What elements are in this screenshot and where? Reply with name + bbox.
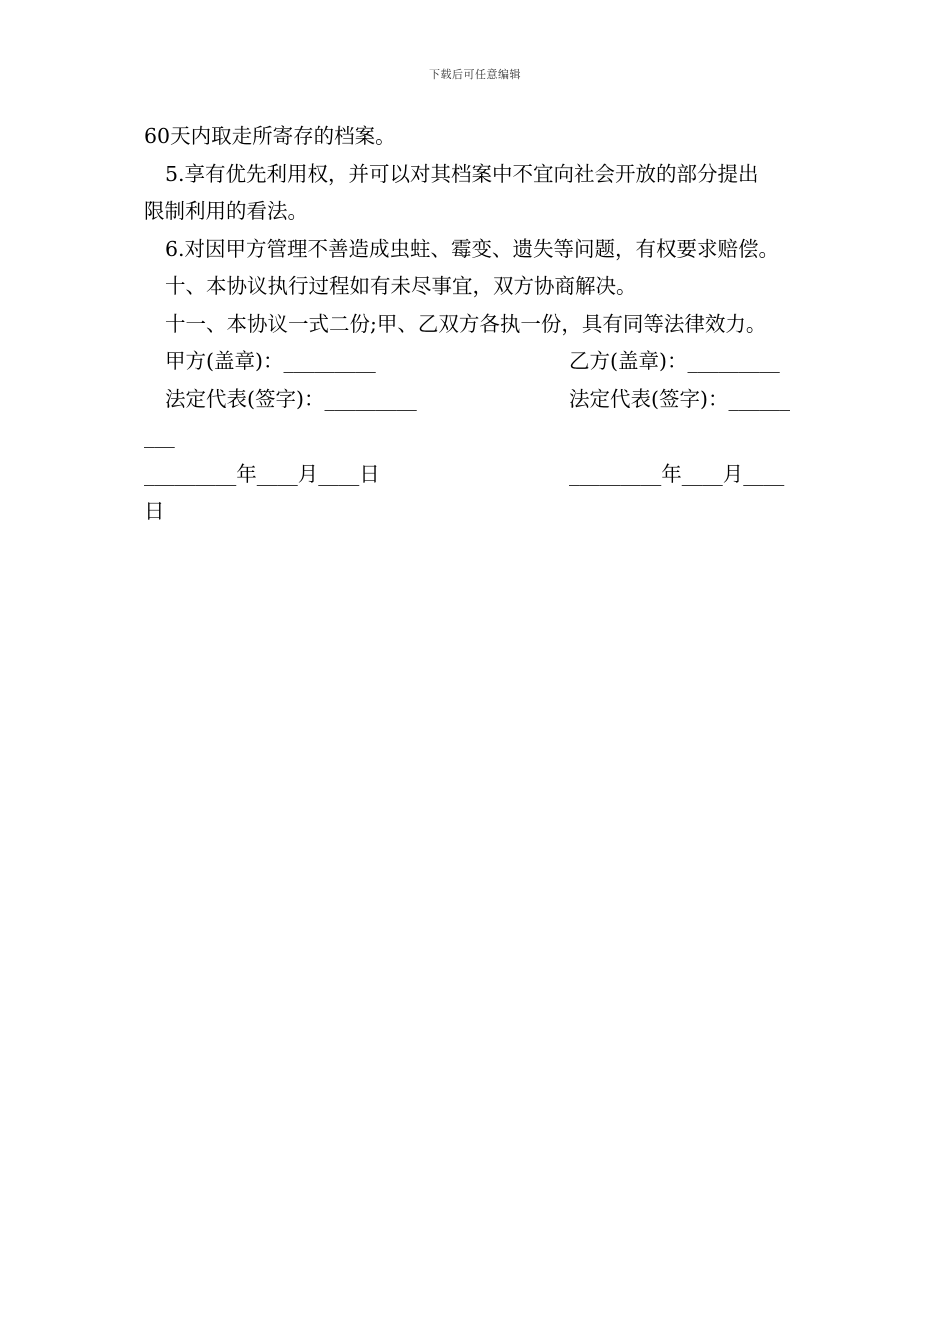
signature-row-date: [144, 456, 824, 494]
paragraph-line: 十一、本协议一式二份;甲、乙双方各执一份，具有同等法律效力。: [165, 311, 767, 336]
party-b-representative-field: 法定代表(签字)：______: [569, 386, 790, 411]
party-b-seal-field: 乙方(盖章)：_________: [569, 349, 780, 373]
party-b-date-field: _________年____月____: [569, 461, 785, 486]
party-a-seal-field: 甲方(盖章)：_________: [165, 349, 376, 373]
signature-row-representative: [144, 381, 824, 419]
page-header: 下载后可任意编辑: [429, 68, 521, 81]
paragraph-line: 6.对因甲方管理不善造成虫蛀、霉变、遗失等问题，有权要求赔偿。: [165, 236, 780, 261]
party-b-date-wrap: 日: [144, 499, 165, 523]
paragraph-line: 60天内取走所寄存的档案。: [144, 124, 396, 148]
paragraph-line: 5.享有优先利用权，并可以对其档案中不宜向社会开放的部分提出: [165, 161, 759, 186]
party-a-representative-field: 法定代表(签字)：_________: [165, 386, 417, 411]
party-b-representative-wrap: ___: [144, 424, 175, 448]
paragraph-line: 十、本协议执行过程如有未尽事宜，双方协商解决。: [165, 274, 637, 298]
document-body: [144, 118, 824, 531]
party-a-date-field: _________年____月____日: [144, 461, 380, 486]
paragraph-line: 限制利用的看法。: [144, 199, 308, 223]
signature-row-seal: [144, 343, 824, 381]
